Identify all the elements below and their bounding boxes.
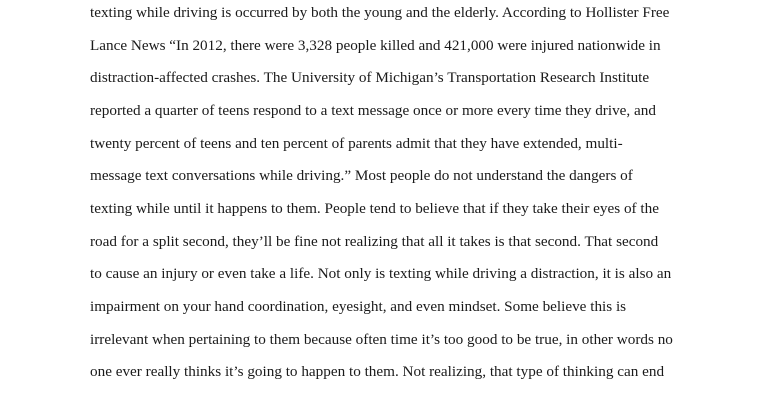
text-line-9: to cause an injury or even take a life. Not only is texting while driving a distraction, it is also an	[90, 265, 672, 282]
text-line-3: distraction-affected crashes. The University of Michigan’s Transportation Research Institute	[90, 69, 650, 86]
text-line-1: texting while driving is occurred by both the young and the elderly. According to Hollister Free	[90, 4, 670, 21]
text-line-12: one ever really thinks it’s going to happen to them. Not realizing, that type of thinking can end	[90, 363, 665, 380]
text-line-10: impairment on your hand coordination, eyesight, and even mindset. Some believe this is	[90, 298, 627, 315]
text-line-7: texting while until it happens to them. People tend to believe that if they take their eyes of the	[90, 200, 659, 217]
text-line-6: message text conversations while driving.” Most people do not understand the dangers of	[90, 167, 633, 184]
text-line-11: irrelevant when pertaining to them because often time it’s too good to be true, in other words no	[90, 331, 673, 348]
text-line-8: road for a split second, they’ll be fine not realizing that all it takes is that second. That second	[90, 233, 659, 250]
text-line-2: Lance News “In 2012, there were 3,328 people killed and 421,000 were injured nationwide in	[90, 37, 661, 54]
text-line-5: twenty percent of teens and ten percent of parents admit that they have extended, multi-	[90, 135, 623, 152]
text-line-4: reported a quarter of teens respond to a text message once or more every time they drive, and	[90, 102, 656, 119]
